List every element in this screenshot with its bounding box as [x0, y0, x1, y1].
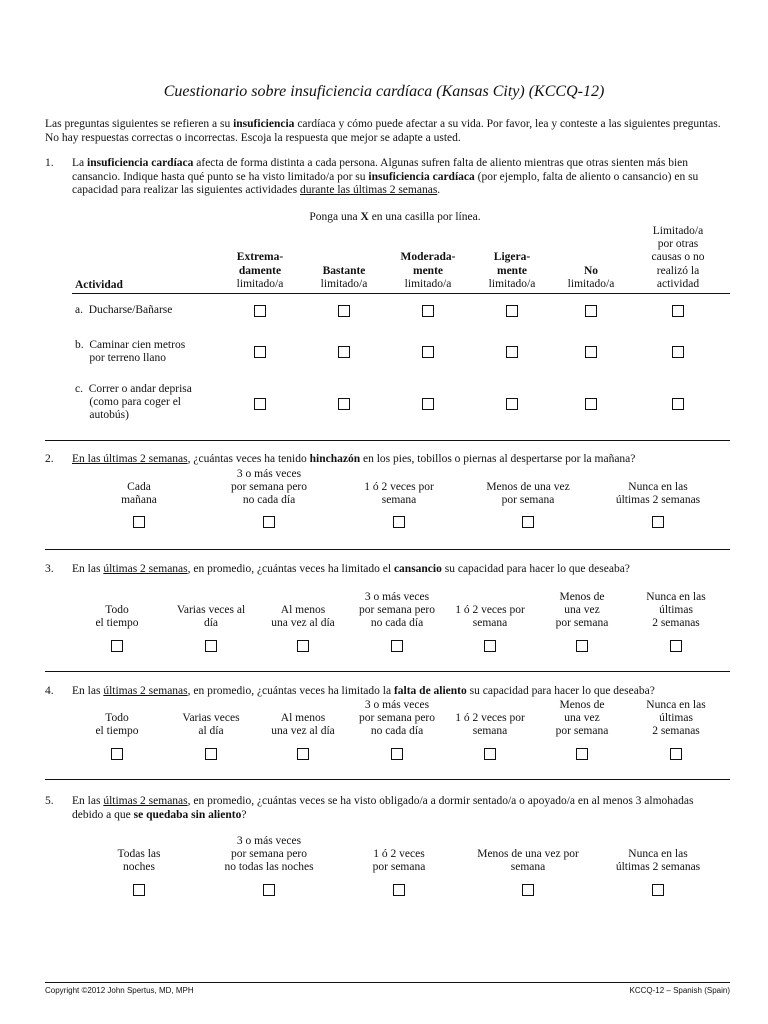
- column-header-line: Extrema-: [236, 251, 284, 264]
- option-label: por semana: [501, 494, 555, 506]
- option-label: no cada día: [370, 725, 424, 737]
- column-header-line: limitado/a: [320, 277, 368, 290]
- column-header-line: realizó la: [656, 264, 700, 277]
- option-label: Menos de: [559, 699, 605, 711]
- activity-label: c. Correr o andar deprisa: [75, 383, 192, 395]
- option-label: 3 o más veces: [364, 591, 430, 603]
- intro-bold: insuficiencia: [233, 118, 295, 130]
- q-text: La: [72, 157, 88, 169]
- option-label: Menos de: [559, 591, 605, 603]
- q-bold: se quedaba sin aliento: [133, 808, 242, 821]
- q-underline: durante las últimas 2 semanas: [299, 184, 438, 196]
- option-label: semana: [472, 617, 508, 629]
- option-label: 1 ó 2 veces por: [455, 604, 525, 616]
- option-checkbox[interactable]: [205, 748, 217, 760]
- answer-checkbox[interactable]: [254, 305, 266, 317]
- q-text: su capacidad para hacer lo que deseaba?: [466, 685, 655, 697]
- section-divider: [45, 779, 730, 780]
- form-id-text: KCCQ-12 – Spanish (Spain): [629, 986, 730, 995]
- option-label: el tiempo: [95, 617, 139, 629]
- question-text: [72, 157, 727, 198]
- option-label: semana: [381, 494, 417, 506]
- answer-checkbox[interactable]: [672, 398, 684, 410]
- option-label: Todas las: [117, 848, 161, 860]
- q-text: ?: [241, 808, 247, 821]
- option-label: Todo: [105, 604, 129, 616]
- option-checkbox[interactable]: [263, 516, 275, 528]
- option-label: por semana pero: [231, 848, 307, 860]
- option-checkbox[interactable]: [297, 640, 309, 652]
- option-checkbox[interactable]: [576, 748, 588, 760]
- column-header-line: limitado/a: [404, 277, 452, 290]
- column-header-line: actividad: [656, 277, 700, 290]
- instruction-part: en una casilla por línea.: [368, 211, 481, 223]
- option-label: 2 semanas: [652, 617, 700, 629]
- question-number: 1.: [45, 157, 54, 169]
- section-divider: [45, 440, 730, 441]
- option-checkbox[interactable]: [670, 640, 682, 652]
- option-label: 1 ó 2 veces por: [455, 712, 525, 724]
- answer-checkbox[interactable]: [338, 305, 350, 317]
- answer-checkbox[interactable]: [506, 398, 518, 410]
- option-label: últimas 2 semanas: [615, 861, 701, 873]
- option-label: al día: [198, 725, 224, 737]
- instruction-text: [309, 211, 480, 224]
- q-text: su capacidad para hacer lo que deseaba?: [441, 563, 630, 575]
- answer-checkbox[interactable]: [422, 346, 434, 358]
- q-text: , en promedio, ¿cuántas veces se ha visto obligado/a a dormir sentado/a o apoyado/a en al menos 3 almohadas debido a que: [72, 795, 694, 821]
- header-divider: [72, 293, 730, 294]
- option-label: 3 o más veces: [364, 699, 430, 711]
- answer-checkbox[interactable]: [585, 398, 597, 410]
- option-checkbox[interactable]: [391, 748, 403, 760]
- option-checkbox[interactable]: [522, 884, 534, 896]
- q-text: en los pies, tobillos o piernas al despertarse por la mañana?: [360, 453, 636, 465]
- intro-text: Las preguntas siguientes se refieren a su: [45, 118, 234, 130]
- column-header-line: mente: [412, 264, 444, 277]
- activity-label: b. Caminar cien metros: [75, 339, 186, 351]
- option-label: 1 ó 2 veces: [373, 848, 425, 860]
- q-underline: últimas 2 semanas: [103, 795, 188, 807]
- option-label: semana: [472, 725, 508, 737]
- option-label: por semana pero: [359, 604, 435, 616]
- column-header-line: Bastante: [322, 264, 366, 277]
- column-header-line: limitado/a: [236, 277, 284, 290]
- q-underline: últimas 2 semanas: [103, 563, 188, 575]
- option-label: por semana: [372, 861, 426, 873]
- option-checkbox[interactable]: [111, 640, 123, 652]
- answer-checkbox[interactable]: [422, 398, 434, 410]
- column-header-line: Moderada-: [400, 251, 456, 264]
- option-checkbox[interactable]: [393, 516, 405, 528]
- q-bold: insuficiencia cardíaca: [87, 157, 194, 169]
- q-text: , en promedio, ¿cuántas veces ha limitado el: [187, 563, 394, 575]
- option-label: Varias veces: [182, 712, 240, 724]
- activity-header: Actividad: [75, 279, 123, 291]
- question-text: [72, 453, 752, 467]
- answer-checkbox[interactable]: [422, 305, 434, 317]
- q-text: En las: [72, 563, 104, 575]
- answer-checkbox[interactable]: [506, 346, 518, 358]
- question-number: 5.: [45, 795, 54, 807]
- option-label: por semana: [555, 617, 609, 629]
- option-checkbox[interactable]: [391, 640, 403, 652]
- q-bold: hinchazón: [309, 453, 361, 465]
- option-label: Al menos: [280, 604, 326, 616]
- q-text: En las: [72, 685, 104, 697]
- q-text: En las: [72, 795, 104, 807]
- question-number: 3.: [45, 563, 54, 575]
- option-label: por semana pero: [359, 712, 435, 724]
- option-label: Nunca en las: [646, 591, 706, 603]
- option-label: Varias veces al: [176, 604, 246, 616]
- option-label: por semana pero: [231, 481, 307, 493]
- option-checkbox[interactable]: [484, 640, 496, 652]
- option-checkbox[interactable]: [297, 748, 309, 760]
- option-checkbox[interactable]: [670, 748, 682, 760]
- option-label: Todo: [105, 712, 129, 724]
- option-checkbox[interactable]: [522, 516, 534, 528]
- q-text: .: [437, 184, 441, 196]
- option-checkbox[interactable]: [652, 884, 664, 896]
- q-text: , en promedio, ¿cuántas veces ha limitado la: [187, 685, 394, 697]
- option-label: Nunca en las: [628, 848, 688, 860]
- answer-checkbox[interactable]: [672, 346, 684, 358]
- activity-label: autobús): [75, 409, 129, 421]
- question-number: 4.: [45, 685, 54, 697]
- option-label: Nunca en las: [628, 481, 688, 493]
- column-header-line: por otras: [657, 238, 699, 251]
- q-underline: En las últimas 2 semanas: [72, 453, 188, 465]
- option-checkbox[interactable]: [263, 884, 275, 896]
- column-header-line: Ligera-: [493, 251, 531, 264]
- answer-checkbox[interactable]: [585, 346, 597, 358]
- answer-checkbox[interactable]: [254, 398, 266, 410]
- section-divider: [45, 671, 730, 672]
- section-divider: [45, 549, 730, 550]
- option-label: una vez: [564, 604, 600, 616]
- column-header-line: limitado/a: [567, 277, 615, 290]
- answer-checkbox[interactable]: [585, 305, 597, 317]
- instruction-part: Ponga una: [309, 211, 361, 223]
- option-checkbox[interactable]: [133, 516, 145, 528]
- answer-checkbox[interactable]: [338, 346, 350, 358]
- option-label: una vez al día: [271, 617, 335, 629]
- option-label: Menos de una vez por: [477, 848, 579, 860]
- column-header-line: Limitado/a: [652, 225, 704, 237]
- option-label: Al menos: [280, 712, 326, 724]
- column-header-line: mente: [496, 264, 528, 277]
- option-label: mañana: [121, 494, 157, 506]
- option-label: una vez: [564, 712, 600, 724]
- page-title: Cuestionario sobre insuficiencia cardíaca (Kansas City) (KCCQ-12): [163, 83, 605, 100]
- question-text: [72, 563, 752, 577]
- option-label: el tiempo: [95, 725, 139, 737]
- answer-checkbox[interactable]: [338, 398, 350, 410]
- answer-checkbox[interactable]: [506, 305, 518, 317]
- option-label: día: [203, 617, 219, 629]
- activity-label: (como para coger el: [75, 396, 182, 408]
- option-label: noches: [123, 861, 155, 873]
- option-label: no cada día: [370, 617, 424, 629]
- option-label: 3 o más veces: [236, 468, 302, 480]
- option-label: Cada: [127, 481, 151, 493]
- q-text: , ¿cuántas veces ha tenido: [187, 453, 310, 465]
- option-label: no todas las noches: [224, 861, 314, 873]
- q-bold: falta de aliento: [393, 685, 467, 697]
- option-checkbox[interactable]: [111, 748, 123, 760]
- q-text: afecta de forma distinta a cada persona. Algunas sufren falta de aliento mientras que otras sienten más bien cansancio. Indique hasta qué punto se ha visto limitado/a por su: [72, 157, 689, 183]
- option-checkbox[interactable]: [484, 748, 496, 760]
- option-label: 2 semanas: [652, 725, 700, 737]
- option-label: no cada día: [242, 494, 296, 506]
- option-checkbox[interactable]: [205, 640, 217, 652]
- intro-paragraph: [45, 118, 725, 145]
- option-label: una vez al día: [271, 725, 335, 737]
- q-underline: últimas 2 semanas: [103, 685, 188, 697]
- option-label: últimas 2 semanas: [615, 494, 701, 506]
- option-label: por semana: [555, 725, 609, 737]
- option-label: 1 ó 2 veces por: [364, 481, 434, 493]
- answer-checkbox[interactable]: [672, 305, 684, 317]
- option-label: semana: [510, 861, 546, 873]
- column-header-line: limitado/a: [488, 277, 536, 290]
- intro-text-2: cardíaca y cómo puede afectar a su vida. Por favor, lea y conteste a las siguientes preguntas. No hay respuestas correctas o incorrectas. Escoja la respuesta que mejor se adapte a usted.: [45, 118, 721, 144]
- option-checkbox[interactable]: [652, 516, 664, 528]
- column-header-line: No: [583, 264, 599, 277]
- option-label: últimas: [659, 604, 693, 616]
- option-checkbox[interactable]: [576, 640, 588, 652]
- footer-divider: [45, 982, 730, 983]
- option-label: últimas: [659, 712, 693, 724]
- q-bold: insuficiencia cardíaca: [368, 170, 475, 183]
- q-text: (por ejemplo, falta de aliento o cansancio) en su capacidad para realizar las siguientes actividades: [72, 170, 699, 196]
- copyright-text: Copyright ©2012 John Spertus, MD, MPH: [45, 986, 194, 995]
- activity-label: por terreno llano: [75, 352, 167, 364]
- column-header-line: causas o no: [651, 251, 705, 264]
- instruction-x: X: [360, 211, 369, 223]
- q-bold: cansancio: [393, 563, 442, 575]
- question-text: [72, 795, 727, 822]
- option-checkbox[interactable]: [133, 884, 145, 896]
- activity-label: a. Ducharse/Bañarse: [75, 304, 173, 316]
- option-label: 3 o más veces: [236, 835, 302, 847]
- question-text: [72, 685, 752, 699]
- option-label: Nunca en las: [646, 699, 706, 711]
- answer-checkbox[interactable]: [254, 346, 266, 358]
- question-number: 2.: [45, 453, 54, 465]
- option-checkbox[interactable]: [393, 884, 405, 896]
- option-label: Menos de una vez: [486, 481, 570, 493]
- column-header-line: damente: [238, 264, 282, 277]
